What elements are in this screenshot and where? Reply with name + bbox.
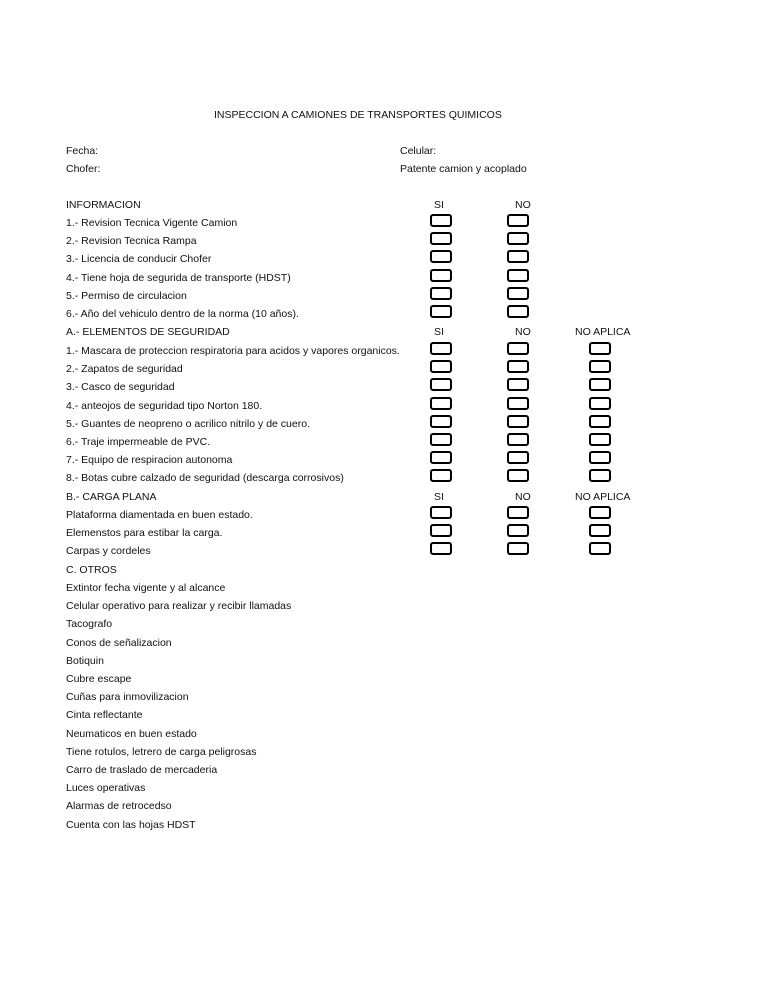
checklist-item: 1.- Mascara de proteccion respiratoria para acidos y vapores organicos. (66, 345, 400, 357)
column-header-no-aplica: NO APLICA (575, 491, 631, 503)
checklist-item: 2.- Revision Tecnica Rampa (66, 235, 197, 247)
checkbox-no[interactable] (507, 360, 529, 373)
section-heading: INFORMACION (66, 199, 141, 211)
checklist-item: Tiene rotulos, letrero de carga peligrosas (66, 746, 257, 758)
checkbox-si[interactable] (430, 214, 452, 227)
celular-label: Celular: (400, 145, 437, 157)
checkbox-si[interactable] (430, 360, 452, 373)
checklist-item: Carpas y cordeles (66, 545, 151, 557)
checklist-item: 1.- Revision Tecnica Vigente Camion (66, 217, 238, 229)
form-title: INSPECCION A CAMIONES DE TRANSPORTES QUIMICOS (214, 109, 502, 121)
checklist-item: Elemenstos para estibar la carga. (66, 527, 223, 539)
checklist-item: Tacografo (66, 618, 113, 630)
checklist-item: Alarmas de retrocedso (66, 800, 172, 812)
checklist-item: Cuenta con las hojas HDST (66, 819, 196, 831)
checkbox-si[interactable] (430, 342, 452, 355)
checklist-item: 8.- Botas cubre calzado de seguridad (descarga corrosivos) (66, 472, 344, 484)
checklist-item: Cinta reflectante (66, 709, 143, 721)
checklist-item: 4.- Tiene hoja de segurida de transporte (HDST) (66, 272, 291, 284)
checklist-item: 3.- Casco de seguridad (66, 381, 175, 393)
checkbox-si[interactable] (430, 287, 452, 300)
checkbox-no[interactable] (507, 214, 529, 227)
checkbox-no-aplica[interactable] (589, 451, 611, 464)
checkbox-no-aplica[interactable] (589, 506, 611, 519)
checkbox-no-aplica[interactable] (589, 415, 611, 428)
checklist-item: Neumaticos en buen estado (66, 728, 197, 740)
checkbox-no[interactable] (507, 506, 529, 519)
column-header-si: SI (434, 326, 444, 338)
checkbox-si[interactable] (430, 524, 452, 537)
fecha-label: Fecha: (66, 145, 99, 157)
checklist-item: 6.- Traje impermeable de PVC. (66, 436, 211, 448)
checklist-item: 5.- Permiso de circulacion (66, 290, 187, 302)
checklist-item: Extintor fecha vigente y al alcance (66, 582, 226, 594)
checkbox-si[interactable] (430, 305, 452, 318)
checklist-item: Cuñas para inmovilizacion (66, 691, 189, 703)
column-header-no: NO (515, 491, 531, 503)
column-header-no-aplica: NO APLICA (575, 326, 631, 338)
checkbox-no[interactable] (507, 378, 529, 391)
section-heading: B.- CARGA PLANA (66, 491, 157, 503)
section-heading: A.- ELEMENTOS DE SEGURIDAD (66, 326, 230, 338)
checkbox-no-aplica[interactable] (589, 378, 611, 391)
checkbox-no[interactable] (507, 287, 529, 300)
checkbox-no-aplica[interactable] (589, 542, 611, 555)
checkbox-no-aplica[interactable] (589, 342, 611, 355)
checkbox-si[interactable] (430, 269, 452, 282)
checkbox-si[interactable] (430, 250, 452, 263)
column-header-si: SI (434, 199, 444, 211)
section-heading: C. OTROS (66, 564, 117, 576)
checkbox-si[interactable] (430, 506, 452, 519)
checklist-item: Plataforma diamentada en buen estado. (66, 509, 253, 521)
checkbox-si[interactable] (430, 469, 452, 482)
checkbox-no[interactable] (507, 451, 529, 464)
checklist-item: 5.- Guantes de neopreno o acrilico nitrilo y de cuero. (66, 418, 310, 430)
checklist-item: Carro de traslado de mercaderia (66, 764, 218, 776)
checklist-item: 7.- Equipo de respiracion autonoma (66, 454, 233, 466)
checkbox-si[interactable] (430, 232, 452, 245)
column-header-si: SI (434, 491, 444, 503)
checkbox-no[interactable] (507, 250, 529, 263)
checkbox-si[interactable] (430, 433, 452, 446)
checkbox-no[interactable] (507, 469, 529, 482)
chofer-label: Chofer: (66, 163, 101, 175)
checkbox-no[interactable] (507, 433, 529, 446)
patente-label: Patente camion y acoplado (400, 163, 527, 175)
checkbox-no[interactable] (507, 269, 529, 282)
checkbox-no-aplica[interactable] (589, 397, 611, 410)
checklist-item: Botiquin (66, 655, 104, 667)
checklist-item: Luces operativas (66, 782, 146, 794)
checkbox-no[interactable] (507, 232, 529, 245)
checkbox-no[interactable] (507, 542, 529, 555)
checklist-item: 4.- anteojos de seguridad tipo Norton 180. (66, 400, 263, 412)
checkbox-no-aplica[interactable] (589, 524, 611, 537)
checklist-item: 3.- Licencia de conducir Chofer (66, 253, 212, 265)
checkbox-si[interactable] (430, 415, 452, 428)
checkbox-no[interactable] (507, 342, 529, 355)
checkbox-si[interactable] (430, 451, 452, 464)
checkbox-si[interactable] (430, 397, 452, 410)
checklist-item: Celular operativo para realizar y recibir llamadas (66, 600, 292, 612)
checkbox-no[interactable] (507, 415, 529, 428)
checkbox-si[interactable] (430, 378, 452, 391)
checkbox-no-aplica[interactable] (589, 433, 611, 446)
checkbox-si[interactable] (430, 542, 452, 555)
checkbox-no[interactable] (507, 524, 529, 537)
checklist-item: 6.- Año del vehiculo dentro de la norma (10 años). (66, 308, 299, 320)
column-header-no: NO (515, 199, 531, 211)
checklist-item: Cubre escape (66, 673, 132, 685)
checklist-item: Conos de señalizacion (66, 637, 172, 649)
checkbox-no-aplica[interactable] (589, 360, 611, 373)
checkbox-no[interactable] (507, 305, 529, 318)
checkbox-no-aplica[interactable] (589, 469, 611, 482)
checklist-item: 2.- Zapatos de seguridad (66, 363, 183, 375)
column-header-no: NO (515, 326, 531, 338)
checkbox-no[interactable] (507, 397, 529, 410)
